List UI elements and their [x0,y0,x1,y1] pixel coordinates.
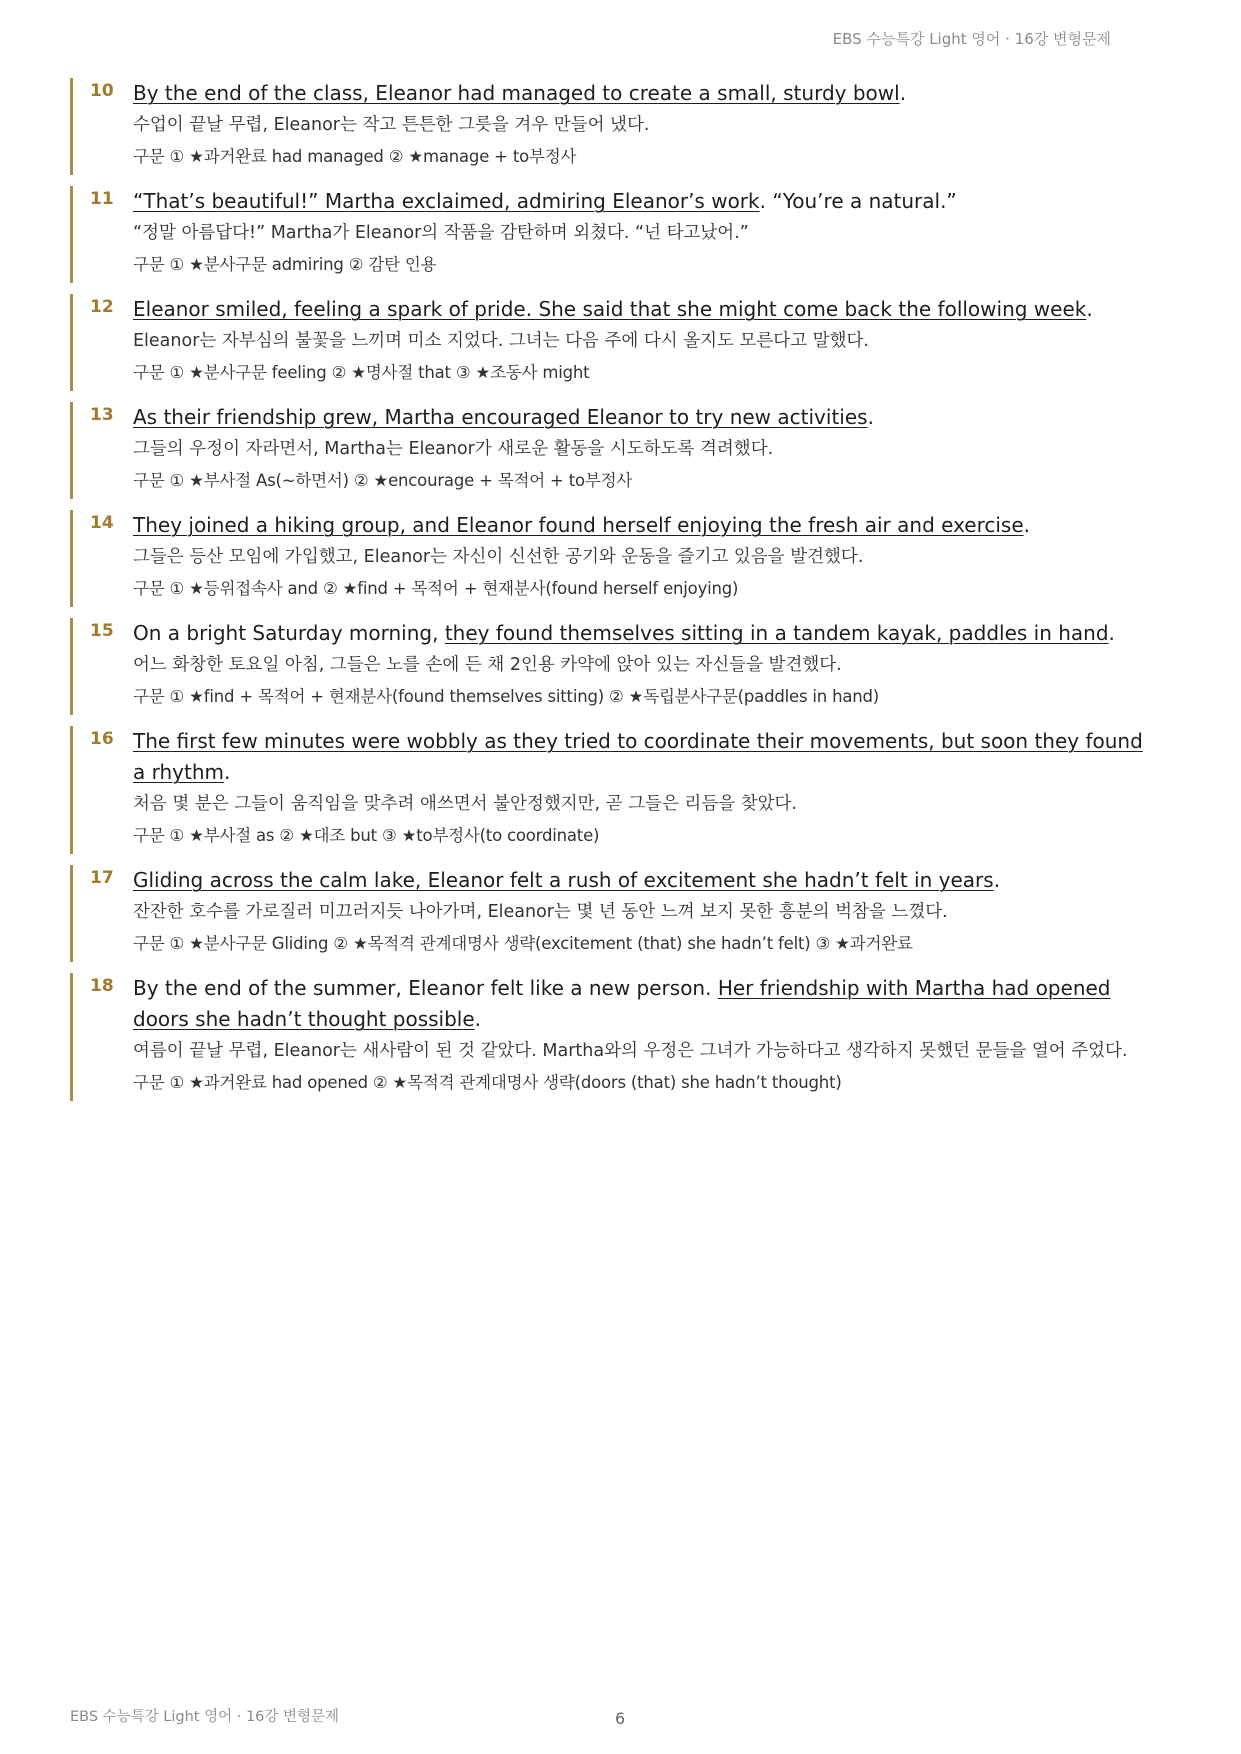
list-item [70,510,1160,607]
grammar-note: 구문 ① ★find + 목적어 + 현재분사(found themselves sitting) ② ★독립분사구문(paddles in hand) [133,687,880,706]
item-number: 13 [90,405,114,425]
korean-translation: “정말 아름답다!” Martha가 Eleanor의 작품을 감탄하며 외쳤다. “넌 타고났어.” [133,223,749,243]
item-number: 17 [90,868,114,888]
underlined-sentence: The first few minutes were wobbly as they tried to coordinate their movements, but soon they found a rhythm [133,729,1143,784]
korean-translation: 그들은 등산 모임에 가입했고, Eleanor는 자신이 신선한 공기와 운동을 즐기고 있음을 발견했다. [133,547,864,567]
item-number: 15 [90,621,114,641]
english-sentence: The first few minutes were wobbly as they tried to coordinate their movements, but soon they found a rhythm. [133,729,1143,784]
item-number: 16 [90,729,114,749]
grammar-note: 구문 ① ★분사구문 admiring ② 감탄 인용 [133,255,437,274]
list-item [70,726,1160,854]
grammar-note: 구문 ① ★등위접속사 and ② ★find + 목적어 + 현재분사(found herself enjoying) [133,579,739,598]
grammar-note: 구문 ① ★부사절 As(~하면서) ② ★encourage + 목적어 + to부정사 [133,471,633,490]
page-number: 6 [615,1709,626,1728]
english-sentence: As their friendship grew, Martha encouraged Eleanor to try new activities. [133,405,874,429]
english-sentence: Eleanor smiled, feeling a spark of pride. She said that she might come back the following week. [133,297,1093,321]
grammar-note: 구문 ① ★과거완료 had opened ② ★목적격 관계대명사 생략(doors (that) she hadn’t thought) [133,1073,842,1092]
korean-translation: 잔잔한 호수를 가로질러 미끄러지듯 나아가며, Eleanor는 몇 년 동안 느껴 보지 못한 흥분의 벅참을 느꼈다. [133,902,948,922]
korean-translation: 수업이 끝날 무렵, Eleanor는 작고 튼튼한 그릇을 겨우 만들어 냈다. [133,115,650,135]
english-sentence: Gliding across the calm lake, Eleanor felt a rush of excitement she hadn’t felt in years. [133,868,1001,892]
item-number: 18 [90,976,114,996]
underlined-sentence: Her friendship with Martha had opened doors she hadn’t thought possible [133,976,1111,1031]
underlined-sentence: Eleanor smiled, feeling a spark of pride. She said that she might come back the following week [133,297,1087,321]
underlined-sentence: Gliding across the calm lake, Eleanor felt a rush of excitement she hadn’t felt in years [133,868,994,892]
underlined-sentence: They joined a hiking group, and Eleanor found herself enjoying the fresh air and exercise [133,513,1024,537]
korean-translation: 처음 몇 분은 그들이 움직임을 맞추려 애쓰면서 불안정했지만, 곧 그들은 리듬을 찾았다. [133,794,797,814]
list-item [70,78,1160,175]
list-item [70,618,1160,715]
korean-translation: 어느 화창한 토요일 아침, 그들은 노를 손에 든 채 2인용 카약에 앉아 있는 자신들을 발견했다. [133,655,842,675]
page-header: EBS 수능특강 Light 영어 · 16강 변형문제 [832,30,1111,48]
item-number: 11 [90,189,114,209]
english-sentence: They joined a hiking group, and Eleanor found herself enjoying the fresh air and exercise. [133,513,1031,537]
list-item [70,402,1160,499]
list-item [70,865,1160,962]
list-item [70,186,1160,283]
underlined-sentence: By the end of the class, Eleanor had managed to create a small, sturdy bowl [133,81,900,105]
list-item [70,973,1160,1101]
page-footer: EBS 수능특강 Light 영어 · 16강 변형문제 [70,1709,340,1725]
korean-translation: Eleanor는 자부심의 불꽃을 느끼며 미소 지었다. 그녀는 다음 주에 다시 올지도 모른다고 말했다. [133,331,869,351]
english-sentence: By the end of the class, Eleanor had managed to create a small, sturdy bowl. [133,81,907,105]
item-number: 14 [90,513,114,533]
underlined-sentence: they found themselves sitting in a tandem kayak, paddles in hand [444,621,1109,645]
list-item [70,294,1160,391]
item-number: 10 [90,81,114,101]
english-sentence: By the end of the summer, Eleanor felt like a new person. Her friendship with Martha had opened doors she hadn’t thought possible. [133,976,1111,1031]
sentence-list [70,78,1160,1112]
item-number: 12 [90,297,114,317]
grammar-note: 구문 ① ★부사절 as ② ★대조 but ③ ★to부정사(to coordinate) [133,826,600,845]
korean-translation: 그들의 우정이 자라면서, Martha는 Eleanor가 새로운 활동을 시도하도록 격려했다. [133,439,774,459]
grammar-note: 구문 ① ★분사구문 Gliding ② ★목적격 관계대명사 생략(excitement (that) she hadn’t felt) ③ ★과거완료 [133,934,913,953]
underlined-sentence: “That’s beautiful!” Martha exclaimed, admiring Eleanor’s work [133,189,760,213]
grammar-note: 구문 ① ★과거완료 had managed ② ★manage + to부정사 [133,147,577,166]
grammar-note: 구문 ① ★분사구문 feeling ② ★명사절 that ③ ★조동사 might [133,363,590,382]
english-sentence: “That’s beautiful!” Martha exclaimed, admiring Eleanor’s work. “You’re a natural.” [133,189,957,213]
english-sentence: On a bright Saturday morning, they found themselves sitting in a tandem kayak, paddles in hand. [133,621,1115,645]
underlined-sentence: As their friendship grew, Martha encouraged Eleanor to try new activities [133,405,868,429]
korean-translation: 여름이 끝날 무렵, Eleanor는 새사람이 된 것 같았다. Martha와의 우정은 그녀가 가능하다고 생각하지 못했던 문들을 열어 주었다. [133,1041,1128,1061]
